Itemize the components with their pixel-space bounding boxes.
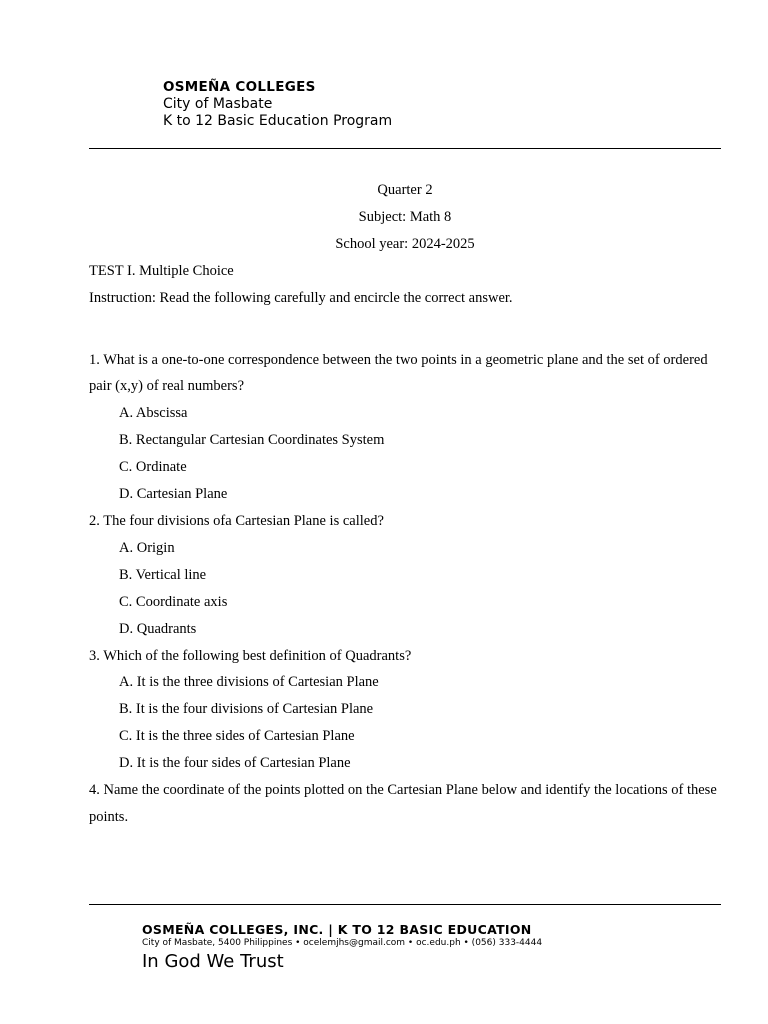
option-c: C. Coordinate axis bbox=[119, 593, 228, 610]
question-text: 3. Which of the following best definition of Quadrants? bbox=[89, 647, 412, 664]
question-4 bbox=[89, 777, 721, 831]
document-header bbox=[163, 79, 392, 130]
footer-motto: In God We Trust bbox=[142, 951, 284, 972]
question-text: 4. Name the coordinate of the points plotted on the Cartesian Plane below and identify the locations of these points. bbox=[89, 782, 717, 825]
question-3 bbox=[89, 643, 721, 778]
option-b: B. Vertical line bbox=[119, 566, 207, 583]
option-b: B. Rectangular Cartesian Coordinates System bbox=[119, 432, 385, 449]
test-instruction: Instruction: Read the following carefully and encircle the correct answer. bbox=[89, 289, 513, 306]
school-name: OSMEÑA COLLEGES bbox=[163, 79, 316, 95]
option-b: B. It is the four divisions of Cartesian Plane bbox=[119, 701, 374, 718]
test-title: TEST I. Multiple Choice bbox=[89, 262, 234, 279]
question-text: 2. The four divisions ofa Cartesian Plane is called? bbox=[89, 512, 384, 529]
header-divider bbox=[89, 148, 721, 149]
option-d: D. It is the four sides of Cartesian Plane bbox=[119, 755, 351, 772]
question-1 bbox=[89, 347, 721, 508]
footer-org: OSMEÑA COLLEGES, INC. | K TO 12 BASIC EDUCATION bbox=[142, 922, 532, 937]
option-a: A. It is the three divisions of Cartesian Plane bbox=[119, 674, 379, 691]
school-city: City of Masbate bbox=[163, 96, 273, 112]
document-footer bbox=[142, 922, 542, 973]
option-c: C. Ordinate bbox=[119, 459, 187, 476]
option-c: C. It is the three sides of Cartesian Plane bbox=[119, 728, 355, 745]
school-program: K to 12 Basic Education Program bbox=[163, 113, 393, 129]
question-text: 1. What is a one-to-one correspondence between the two points in a geometric plane and the set of ordered pair (x,y) of real numbers? bbox=[89, 351, 708, 395]
question-2 bbox=[89, 508, 721, 643]
spacer bbox=[89, 312, 721, 347]
option-d: D. Quadrants bbox=[119, 620, 197, 637]
option-d: D. Cartesian Plane bbox=[119, 486, 228, 503]
quarter-label: Quarter 2 bbox=[377, 182, 433, 198]
school-year-label: School year: 2024-2025 bbox=[335, 235, 475, 252]
option-a: A. Abscissa bbox=[119, 405, 188, 422]
footer-contact: City of Masbate, 5400 Philippines • ocelemjhs@gmail.com • oc.edu.ph • (056) 333-4444 bbox=[142, 938, 543, 948]
subject-label: Subject: Math 8 bbox=[358, 208, 452, 225]
exam-body bbox=[89, 177, 721, 831]
option-a: A. Origin bbox=[119, 539, 175, 556]
footer-divider bbox=[89, 904, 721, 905]
